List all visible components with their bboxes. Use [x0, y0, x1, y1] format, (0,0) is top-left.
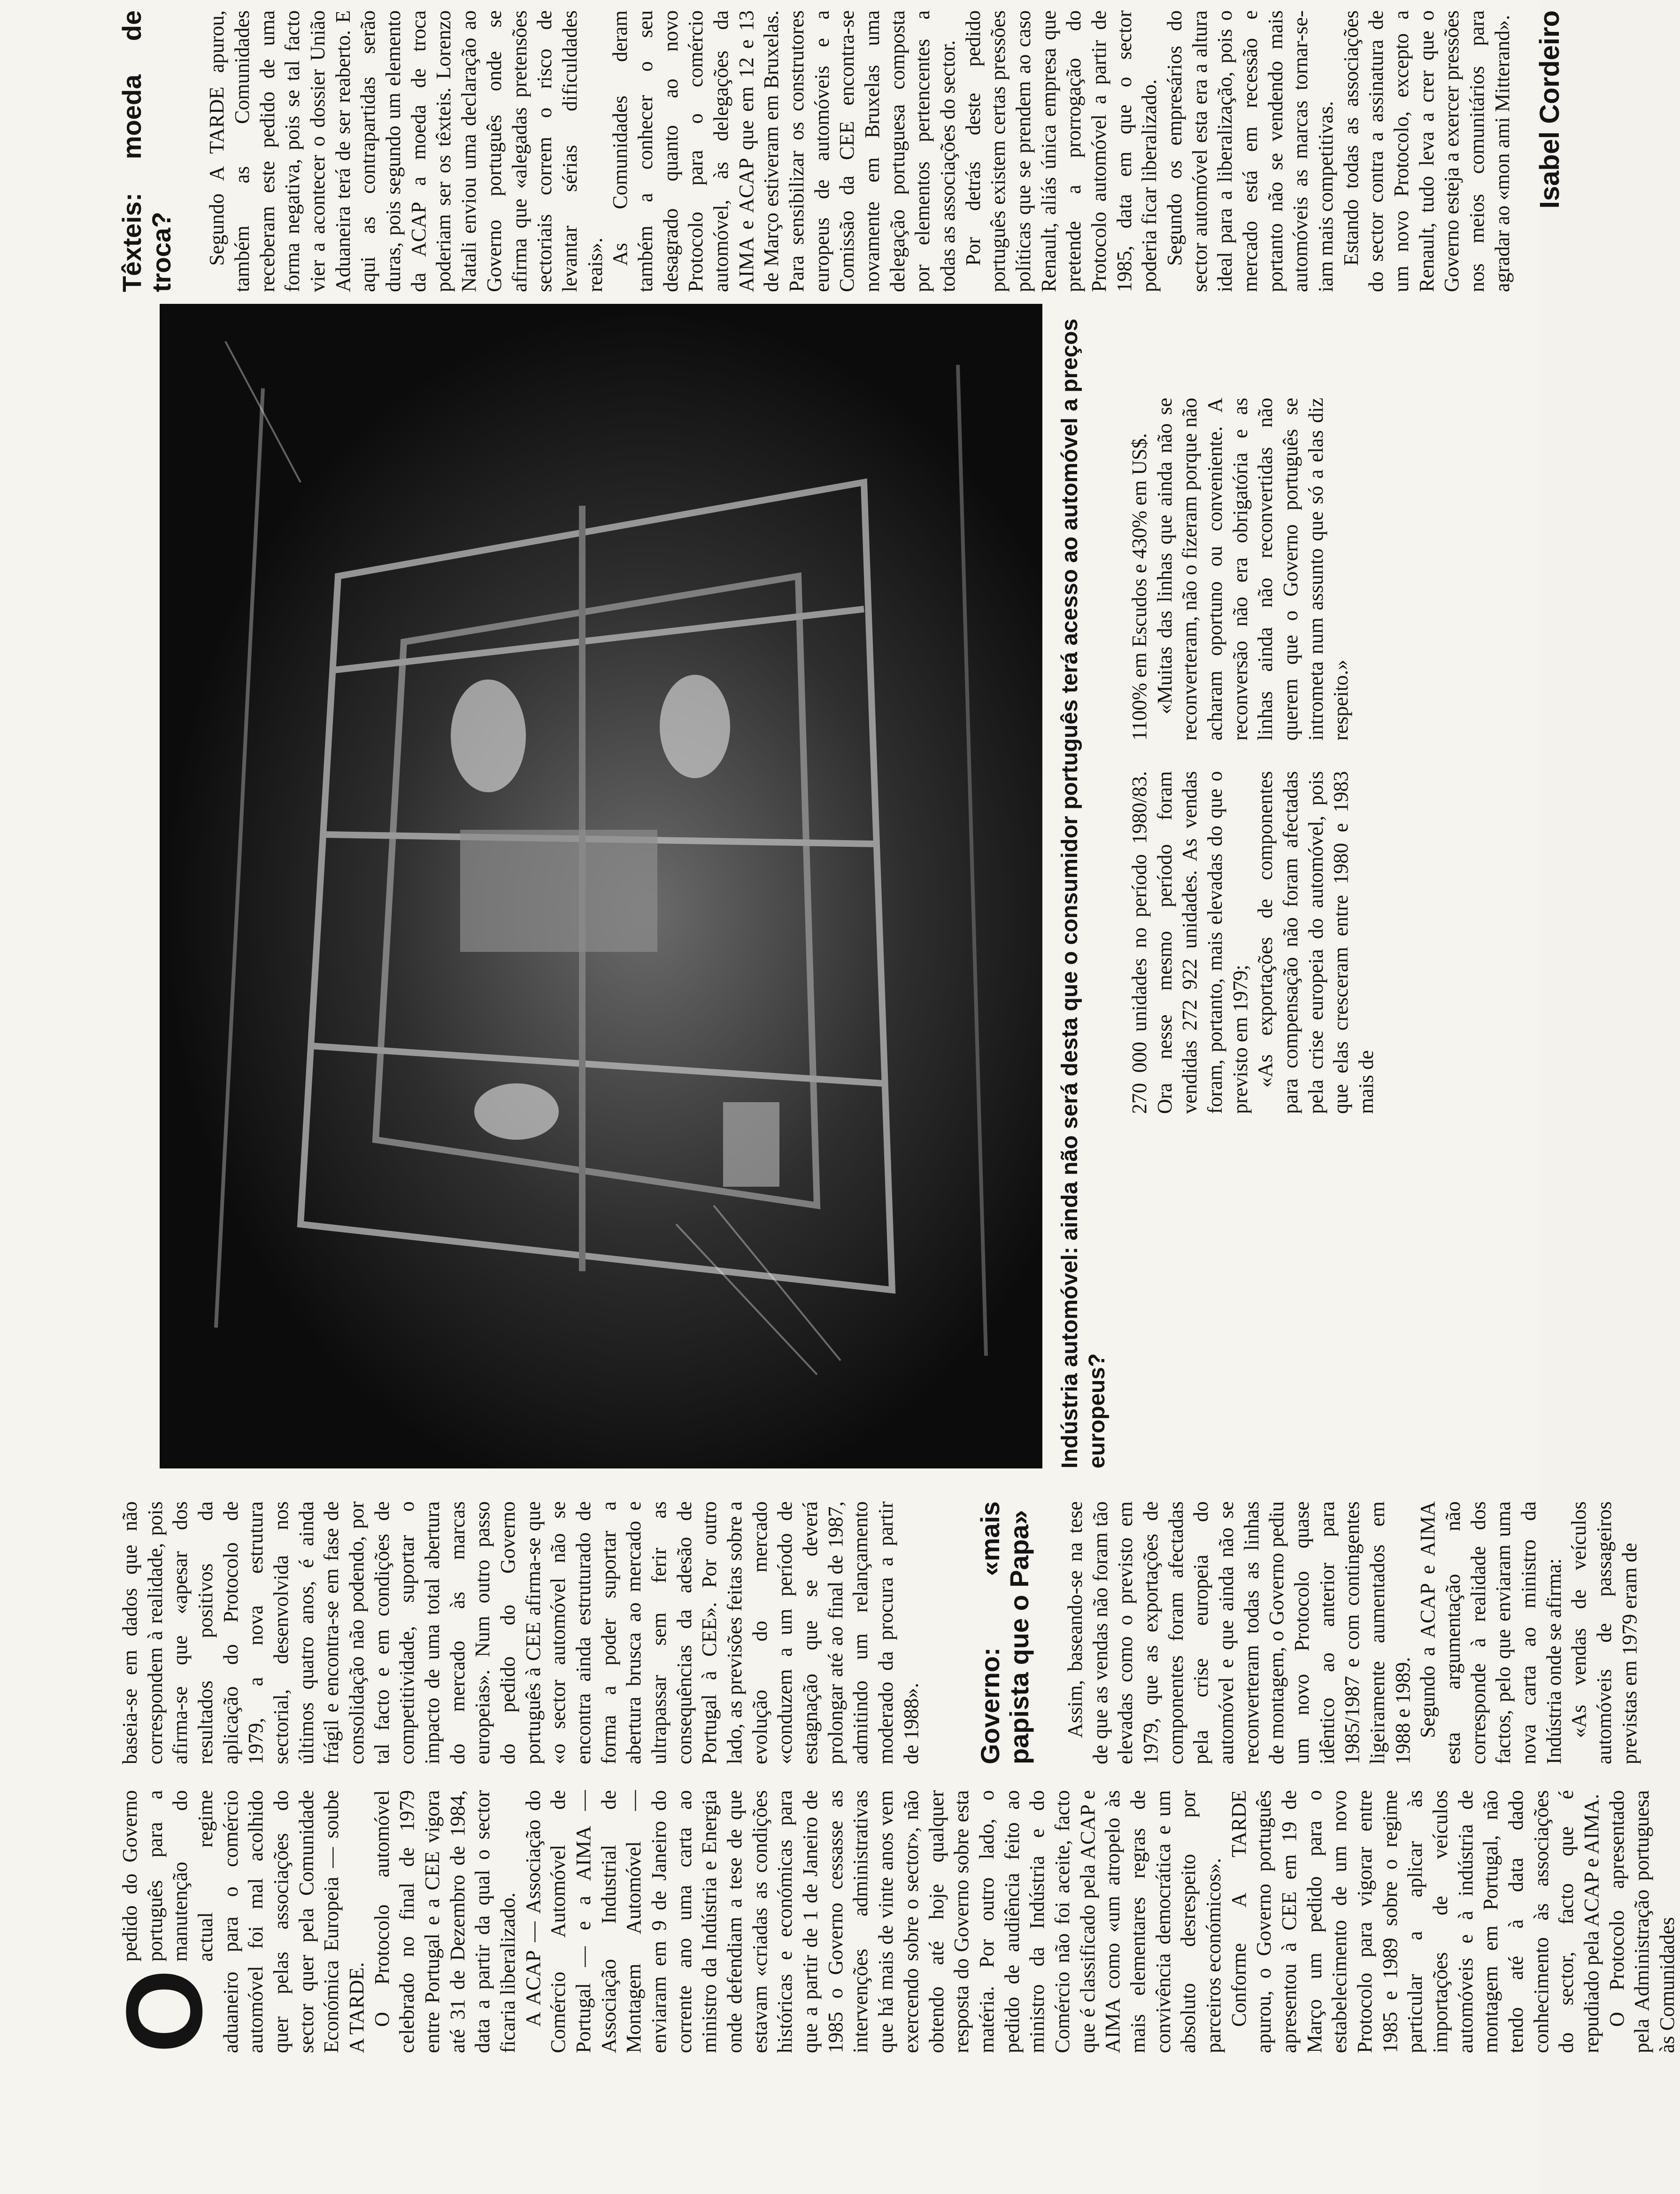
paragraph: A ACAP — Associação do Comércio Automóvel de Portugal — e a AIMA — Associação Industrial de Montagem Automóvel — enviaram em 9 de Janeiro do corrente ano uma carta ao ministro da Indústria e Energia onde defendiam a tese de que estavam «criadas as condições históricas e económicas para que a partir de 1 de Janeiro de 1985 o Governo cessasse as intervenções administrativas que há mais de vinte anos vem exercendo sobre o sector», não obtendo até hoje qualquer resposta do Governo sobre esta matéria. Por outro lado, o pedido de audiência feito ao ministro da Indústria e do Comércio não foi aceite, facto que é classificado pela ACAP e AIMA como «um atropelo às mais elementares regras de convivência democrática e um absoluto desrespeito por parceiros económicos». [521, 1790, 1225, 2053]
paragraph: Estando todas as associações do sector contra a assinatura de um novo Protocolo, excepto a Renault, tudo leva a crer que o Governo esteja a exercer pressões nos meios comunitários para agradar ao «mon ami Mitterand». [1339, 10, 1514, 292]
paragraph: Assim, baseando-se na tese de que as vendas não foram tão elevadas como o previsto em 1979, que as exportações de componentes foram afectadas pela crise europeia do automóvel e que ainda não se reconverteram todas as linhas de montagem, o Governo pediu um novo Protocolo quase idêntico ao anterior para 1985/1987 e com contingentes ligeiramente aumentados em 1988 e 1989. [1063, 1501, 1414, 1764]
factory-photo [160, 304, 1042, 1468]
paragraph: Segundo os empresários do sector automóvel esta era a altura ideal para a liberalização, pois o mercado está em recessão e portanto não se vendendo mais automóveis as marcas tornar-se-iam mais competitivas. [1163, 10, 1337, 292]
paragraph: Conforme A TARDE apurou, o Governo português apresentou à CEE em 19 de Março um pedido para o estabelecimento de um novo Protocolo para vigorar entre 1985 e 1989 sobre o regime particular a aplicar às importações de veículos automóveis e à indústria de montagem em Portugal, não tendo até à data dado conhecimento às associações do sector, facto que é repudiado pela ACAP e AIMA. [1227, 1790, 1603, 2053]
photo-caption: Indústria automóvel: ainda não será desta que o consumidor português terá acesso ao automóvel a preços europeus? [1057, 318, 1110, 1468]
subheading-governo: Governo: «mais papista que o Papa» [975, 1501, 1034, 1764]
paragraph: Segundo a ACAP e AIMA esta argumentação não corresponde à realidade dos factos, pelo que enviaram uma nova carta ao ministro da Indústria onde se afirma: [1416, 1501, 1565, 1764]
paragraph: pedido do Governo português para a manutenção do actual regime aduaneiro para o comércio automóvel foi mal acolhido quer pelas associações do sector quer pela Comunidade Económica Europeia — soube A TARDE. [118, 1790, 369, 2053]
paragraph: baseia-se em dados que não correspondem à realidade, pois afirma-se que «apesar dos resultados positivos da aplicação do Protocolo de 1979, a nova estrutura sectorial, desenvolvida nos últimos quatro anos, é ainda frágil e encontra-se em fase de consolidação não podendo, por tal facto e em condições de competitividade, suportar o impacto de uma total abertura do mercado às marcas europeias». Num outro passo do pedido do Governo português à CEE afirma-se que «o sector automóvel não se encontra ainda estruturado de forma a poder suportar a abertura brusca ao mercado e ultrapassar sem ferir as consequências da adesão de Portugal à CEE». Por outro lado, as previsões feitas sobre a evolução do mercado «conduzem a um período de estagnação que se deverá prolongar até ao final de 1987, admitindo um relançamento moderado da procura a partir de 1988». [118, 1501, 923, 1764]
article-main-column-2 [117, 1501, 1641, 1764]
sidebar-article-texteis [117, 10, 1565, 292]
paragraph: Segundo A TARDE apurou, também as Comunidades receberam este pedido de uma forma negativa, pois se tal facto vier a acontecer o dossier União Aduaneira terá de ser reaberto. E aqui as contrapartidas serão duras, pois segundo um elemento da ACAP a moeda de troca poderiam ser os têxteis. Lorenzo Natali enviou uma declaração ao Governo português onde se afirma que «alegadas pretensões sectoriais correm o risco de levantar sérias dificuldades reais». [205, 10, 607, 292]
paragraph: As Comunidades deram também a conhecer o seu desagrado quanto ao novo Protocolo para o comércio automóvel, às delegações da AIMA e ACAP que em 12 e 13 de Março estiveram em Bruxelas. Para sensibilizar os construtores europeus de automóveis e a Comissão da CEE encontra-se novamente em Bruxelas uma delegação portuguesa composta por elementos pertencentes a todas as associações do sector. [609, 10, 959, 292]
paragraph: O Protocolo automóvel celebrado no final de 1979 entre Portugal e a CEE vigora até 31 de Dezembro de 1984, data a partir da qual o sector ficaria liberalizado. [370, 1790, 520, 2053]
paragraph: O Protocolo apresentado pela Administração portuguesa às Comunidades [1605, 1790, 1679, 2053]
drop-cap: O [104, 1969, 224, 2053]
paragraph: 270 000 unidades no período 1980/83. Ora nesse mesmo período foram vendidas 272 922 unidades. As vendas foram, portanto, mais elevadas do que o previsto em 1979; [1128, 771, 1252, 1114]
article-main-column-1 [104, 1790, 1679, 2053]
paragraph: Por detrás deste pedido português existem certas pressões políticas que se prendem ao caso Renault, aliás única empresa que pretende a prorrogação do Protocolo automóvel a partir de 1985, data em que o sector poderia ficar liberalizado. [961, 10, 1161, 292]
car-assembly-illustration [160, 304, 1042, 1468]
paragraph: 1100% em Escudos e 430% em US$. [1128, 433, 1151, 741]
paragraph: «As exportações de componentes para compensação não foram afectadas pela crise europeia do automóvel, pois que elas cresceram entre 1980 e 1983 mais de [1254, 771, 1378, 1114]
article-continuation-column-1 [1127, 771, 1503, 1114]
headline-texteis: Têxteis: moeda de troca? [117, 10, 176, 292]
author-byline: Isabel Cordeiro [1534, 10, 1565, 209]
article-continuation-column-2 [1127, 398, 1503, 741]
paragraph: «Muitas das linhas que ainda não se reconverteram, não o fizeram porque não acharam oportuno ou conveniente. A reconversão não era obrigatória e as linhas ainda não reconvertidas não querem que o Governo português se intrometa num assunto que só a elas diz respeito.» [1153, 398, 1353, 741]
paragraph: «As vendas de veículos automóveis de passageiros previstas em 1979 eram de [1567, 1501, 1641, 1764]
